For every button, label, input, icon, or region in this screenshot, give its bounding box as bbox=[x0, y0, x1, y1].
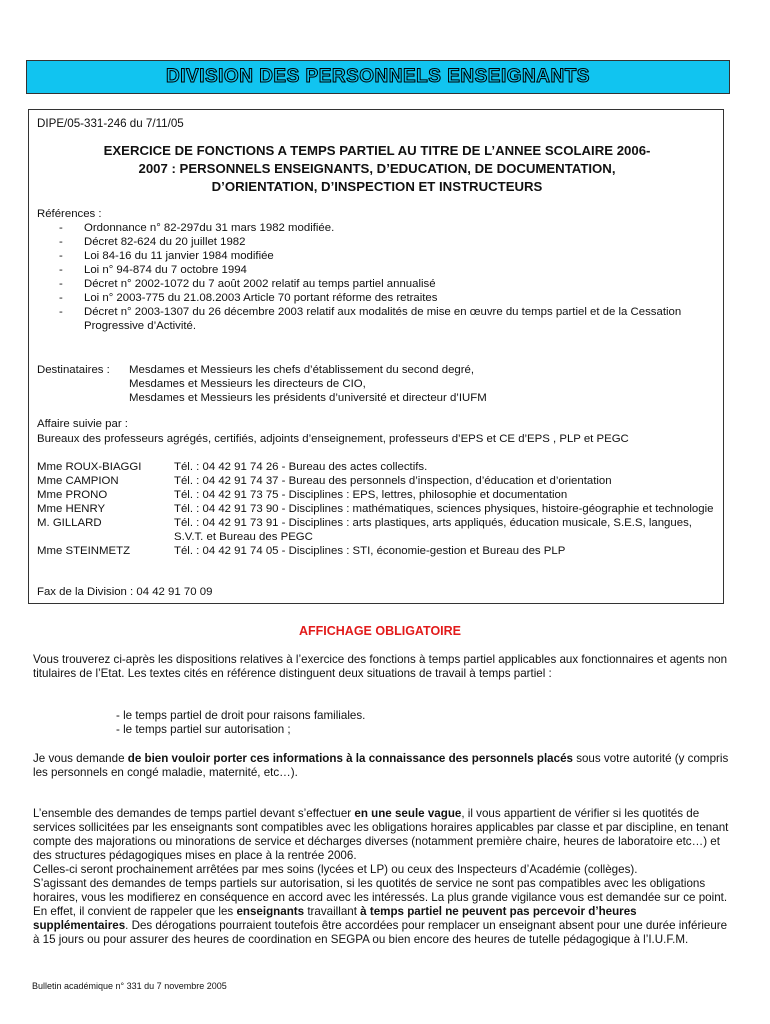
situation-item: - le temps partiel sur autorisation ; bbox=[116, 723, 291, 736]
destinataire-line: Mesdames et Messieurs les directeurs de CIO, bbox=[129, 378, 366, 390]
destinataires-label: Destinataires : bbox=[37, 364, 110, 376]
affaire-label: Affaire suivie par : bbox=[37, 418, 128, 430]
contact-row: Mme CAMPION Tél. : 04 42 91 74 37 - Bureau des personnels d’inspection, d’éducation et d’orientation bbox=[37, 475, 612, 487]
footer-note: Bulletin académique n° 331 du 7 novembre 2005 bbox=[32, 981, 227, 991]
intro-paragraph: Vous trouverez ci-après les dispositions relatives à l’exercice des fonctions à temps partiel applicables aux fonctionnaires et agents non titulaires de l’Etat. Les textes cités en référence distinguent deux situations de travail à temps partiel : bbox=[33, 653, 728, 680]
references-list bbox=[59, 221, 699, 333]
list-item: - Décret n° 2003-1307 du 26 décembre 2003 relatif aux modalités de mise en œuvre du temps partiel et de la Cessation Progressive d’Activité. bbox=[59, 306, 682, 332]
list-item: - Ordonnance n° 82-297du 31 mars 1982 modifiée. bbox=[59, 222, 335, 234]
list-item: - Loi 84-16 du 11 janvier 1984 modifiée bbox=[59, 250, 274, 262]
title-line: EXERCICE DE FONCTIONS A TEMPS PARTIEL AU TITRE DE L’ANNEE SCOLAIRE 2006- bbox=[103, 143, 651, 158]
fax-line: Fax de la Division : 04 42 91 70 09 bbox=[37, 586, 213, 598]
bureaux-text: Bureaux des professeurs agrégés, certifiés, adjoints d’enseignement, professeurs d’EPS et CE d’EPS , PLP et PEGC bbox=[37, 433, 629, 445]
document-title bbox=[49, 142, 705, 196]
contacts-list bbox=[37, 460, 719, 558]
list-item: - Décret 82-624 du 20 juillet 1982 bbox=[59, 236, 246, 248]
contact-row: Mme STEINMETZ Tél. : 04 42 91 74 05 - Disciplines : STI, économie-gestion et Bureau des PLP bbox=[37, 545, 566, 557]
section-title: AFFICHAGE OBLIGATOIRE bbox=[298, 624, 462, 638]
destinataire-line: Mesdames et Messieurs les présidents d’université et directeur d’IUFM bbox=[129, 392, 487, 404]
main-paragraph: L’ensemble des demandes de temps partiel devant s’effectuer en une seule vague, il vous appartient de vérifier si les quotités de services sollicitées par les enseignants sont compatibles avec les obligations horaires applicables par classe et par discipline, en tenant compte des majorations ou minorations de service et décharges diverses (notamment première chaire, heures de laboratoire etc…) et des structures pédagogiques mises en place à la rentrée 2006. Celles-ci seront prochainement arrêtées par mes soins (lycées et LP) ou ceux des Inspecteurs d’Académie (collèges). S’agissant des demandes de temps partiels sur autorisation, si les quotités de service ne sont pas compatibles avec les obligations horaires, vous les modifierez en conséquence en accord avec les intéressés. La plus grande vigilance vous est demandée sur ce point. En effet, il convient de rappeler que les enseignants travaillant à temps partiel ne peuvent pas percevoir d’heures supplémentaires. Des dérogations pourraient toutefois être accordées pour remplacer un enseignant absent pour une durée inférieure à 15 jours ou pour assurer des heures de coordination en SEGPA ou bien encore des heures de tutelle pédagogique à l’I.U.F.M. bbox=[33, 807, 729, 946]
contact-row: Mme ROUX-BIAGGI Tél. : 04 42 91 74 26 - Bureau des actes collectifs. bbox=[37, 461, 428, 473]
banner-title: DIVISION DES PERSONNELS ENSEIGNANTS bbox=[166, 66, 590, 87]
contact-row: M. GILLARD Tél. : 04 42 91 73 91 - Disciplines : arts plastiques, arts appliqués, éducation musicale, S.E.S, langues, S.V.T. et Bureau des PEGC bbox=[37, 517, 692, 543]
list-item: - Loi n° 94-874 du 7 octobre 1994 bbox=[59, 264, 247, 276]
division-banner bbox=[26, 60, 730, 94]
references-label: Références : bbox=[37, 208, 102, 220]
contact-row: Mme HENRY Tél. : 04 42 91 73 90 - Disciplines : mathématiques, sciences physiques, histoire-géographie et technologie bbox=[37, 503, 714, 515]
title-line: D’ORIENTATION, D’INSPECTION ET INSTRUCTEURS bbox=[211, 179, 543, 194]
reference-id: DIPE/05-331-246 du 7/11/05 bbox=[37, 117, 184, 130]
request-paragraph: Je vous demande de bien vouloir porter ces informations à la connaissance des personnels placés sous votre autorité (y compris les personnels en congé maladie, maternité, etc…). bbox=[33, 752, 729, 779]
list-item: - Décret n° 2002-1072 du 7 août 2002 relatif au temps partiel annualisé bbox=[59, 278, 436, 290]
list-item: - Loi n° 2003-775 du 21.08.2003 Article 70 portant réforme des retraites bbox=[59, 292, 438, 304]
circular-header-box bbox=[28, 109, 724, 604]
destinataire-line: Mesdames et Messieurs les chefs d’établissement du second degré, bbox=[129, 364, 475, 376]
request-bold: de bien vouloir porter ces informations à la connaissance des personnels placés bbox=[127, 752, 573, 765]
title-line: 2007 : PERSONNELS ENSEIGNANTS, D’EDUCATION, DE DOCUMENTATION, bbox=[138, 161, 616, 176]
situation-item: - le temps partiel de droit pour raisons familiales. bbox=[116, 709, 366, 722]
contact-row: Mme PRONO Tél. : 04 42 91 73 75 - Disciplines : EPS, lettres, philosophie et documentation bbox=[37, 489, 568, 501]
